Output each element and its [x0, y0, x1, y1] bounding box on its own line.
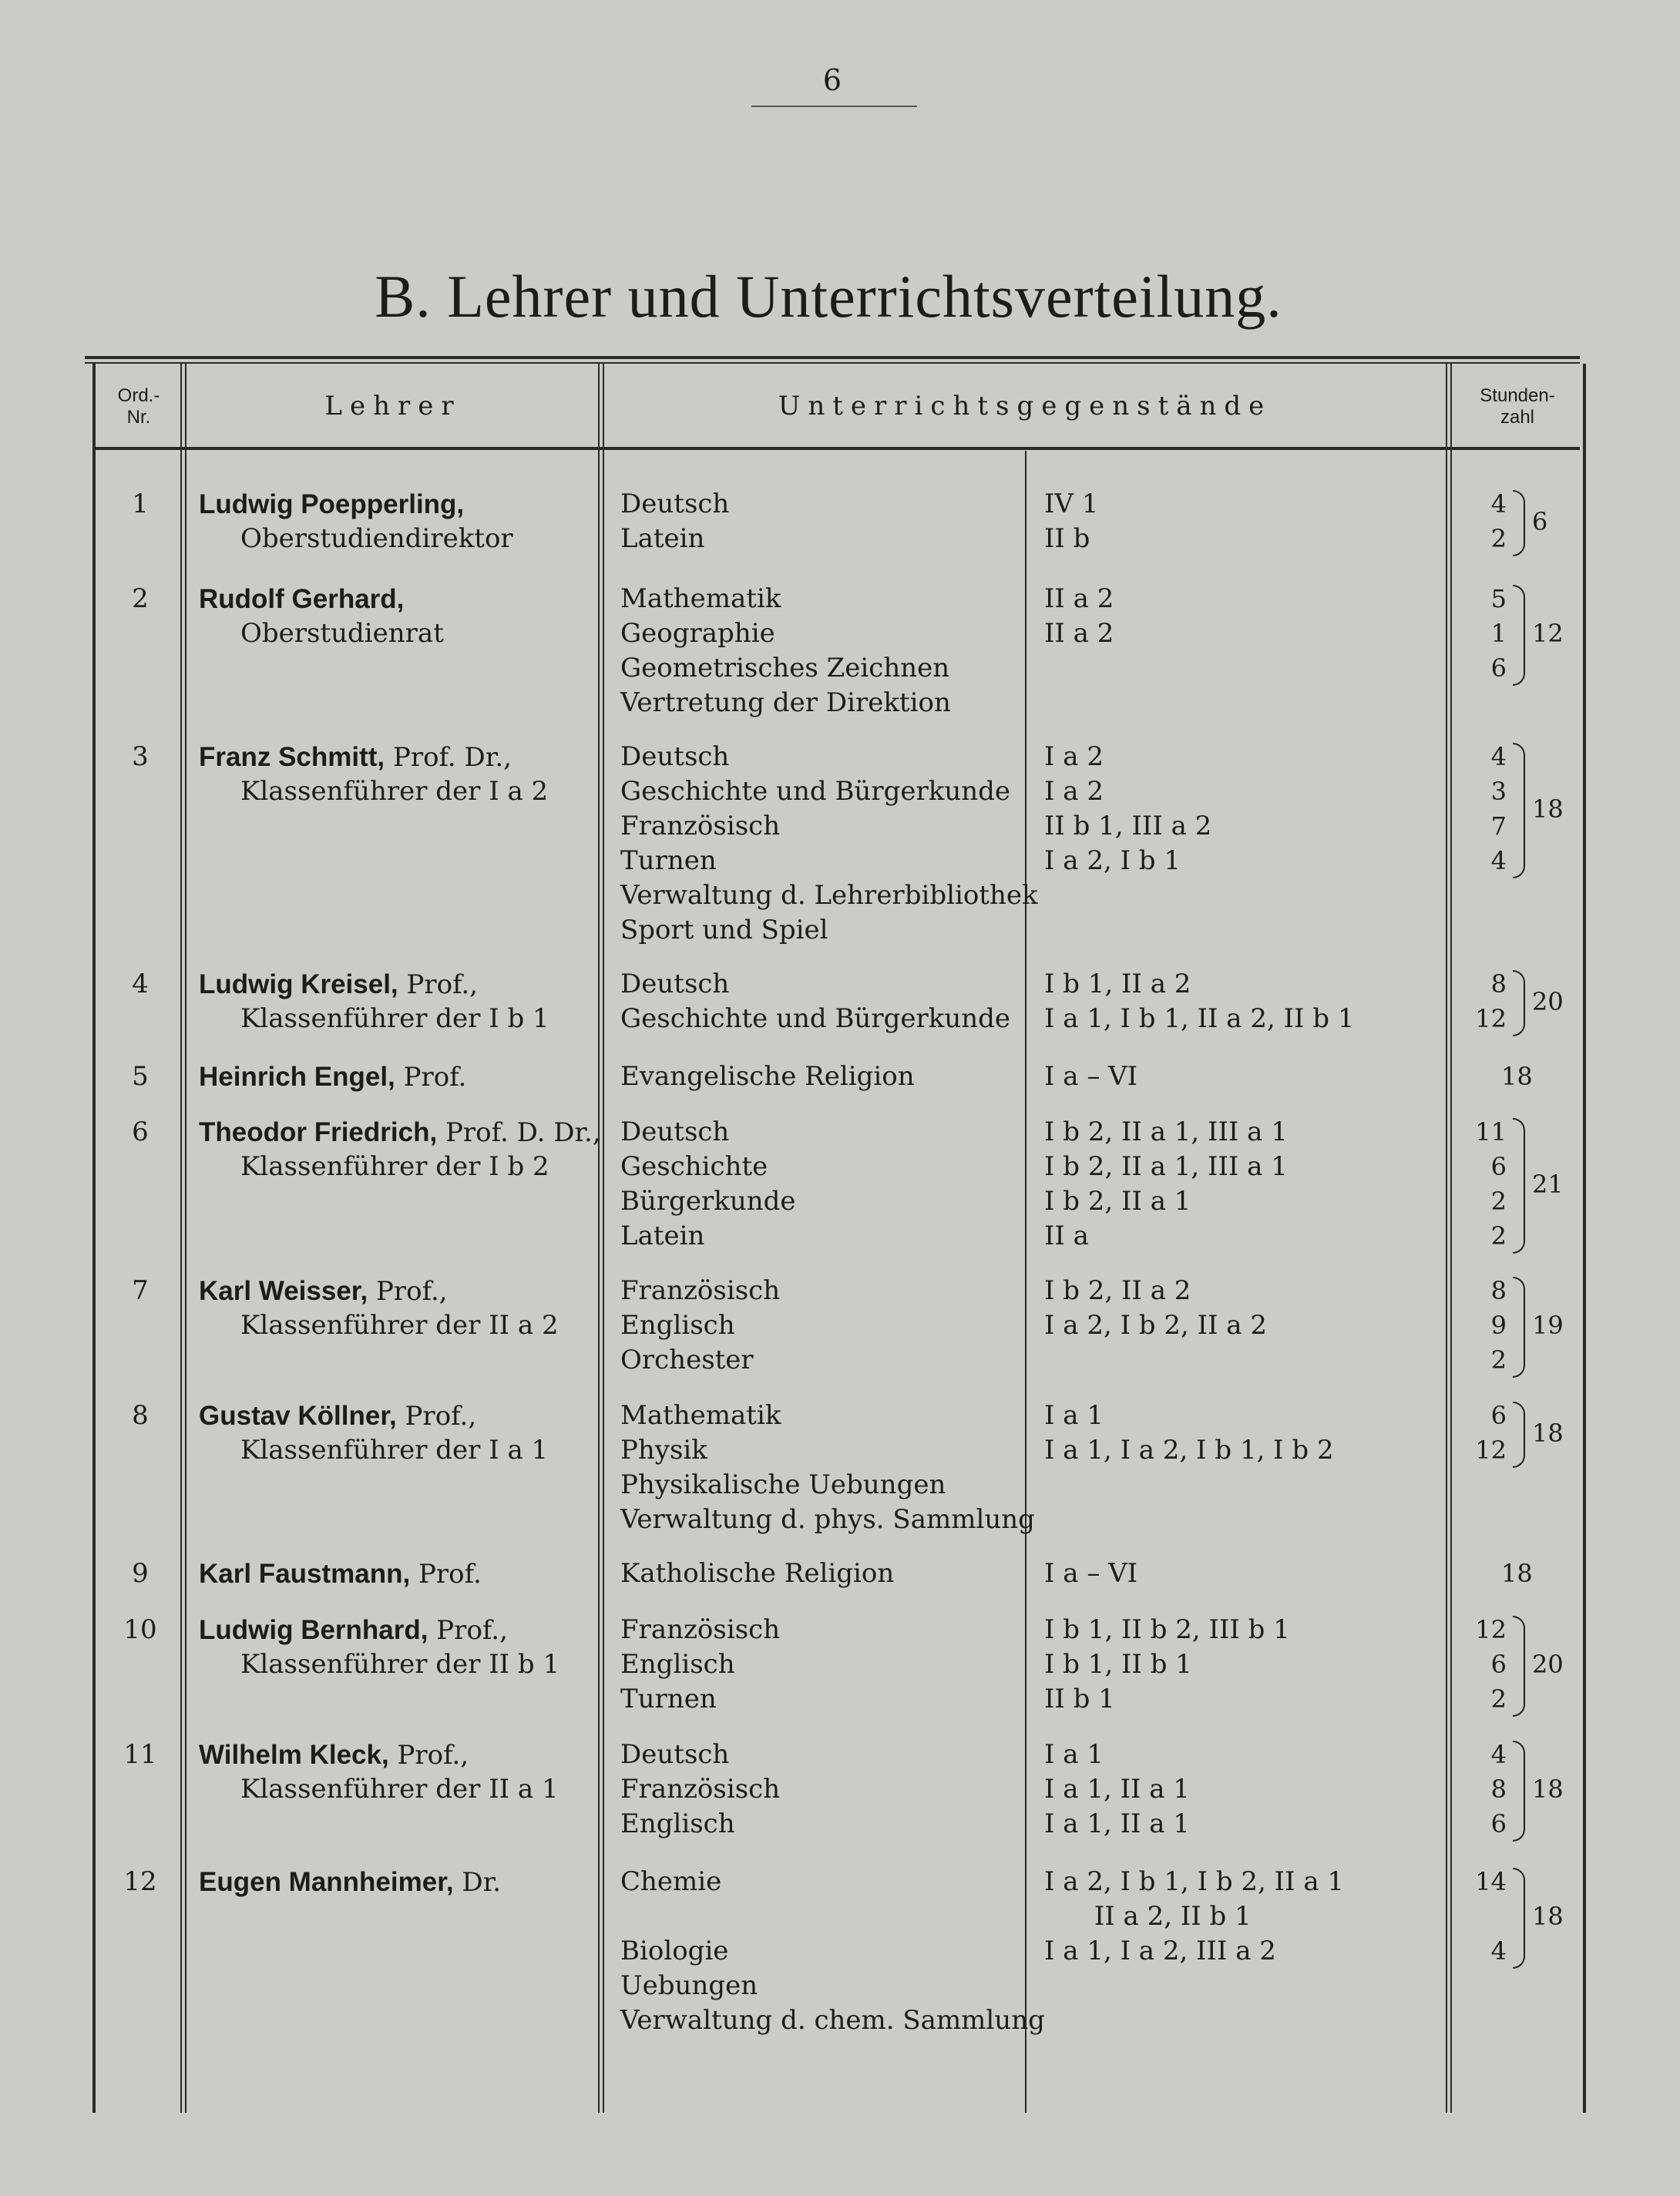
subject: Bürgerkunde	[620, 1186, 796, 1217]
total-hours: 18	[1532, 794, 1564, 824]
class-assignment: I a 1, I a 2, I b 1, I b 2	[1044, 1435, 1334, 1466]
page-title: B. Lehrer und Unterrichtsverteilung.	[375, 263, 1282, 330]
teacher-title: Prof.	[395, 1062, 467, 1093]
subject: Uebungen	[620, 1970, 758, 2001]
subject: Geschichte und Bürgerkunde	[620, 776, 1010, 807]
total-hours: 20	[1532, 1650, 1564, 1679]
teacher-name-line	[199, 1865, 501, 1900]
hour-count: 1	[1490, 619, 1507, 648]
class-assignment: II b 1, III a 2	[1044, 811, 1212, 841]
subject: Latein	[620, 523, 705, 554]
total-hours: 18	[1501, 1062, 1533, 1091]
row-number: 12	[123, 1866, 157, 1897]
class-assignment: I a 2, I b 2, II a 2	[1044, 1310, 1267, 1341]
hours-brace	[1513, 1868, 1525, 1969]
teacher-title: Prof.,	[368, 1276, 448, 1307]
class-assignment: I a 1	[1044, 1739, 1104, 1770]
header-ord-nr-line1: Ord.-	[117, 385, 160, 406]
class-assignment: I a 1	[1044, 1400, 1104, 1431]
teacher-role: Klassenführer der II a 2	[240, 1310, 559, 1341]
subject: Sport und Spiel	[620, 915, 828, 945]
teacher-name: Ludwig Kreisel,	[199, 969, 398, 999]
table-top-rule	[85, 356, 1580, 359]
subject: Chemie	[620, 1866, 722, 1897]
teacher-role: Klassenführer der II b 1	[240, 1649, 560, 1680]
hour-count: 8	[1490, 1276, 1507, 1305]
teacher-name: Heinrich Engel,	[199, 1062, 395, 1092]
teacher-name-line	[199, 967, 478, 1002]
row-number: 10	[123, 1614, 157, 1645]
hour-count: 12	[1475, 1004, 1507, 1033]
subject: Geographie	[620, 618, 775, 649]
hours-brace	[1513, 1616, 1525, 1717]
subject: Deutsch	[620, 741, 730, 772]
class-assignment: I b 2, II a 1, III a 1	[1044, 1151, 1288, 1182]
header-gegenstaende: Unterrichtsgegenstände	[778, 391, 1272, 421]
teacher-title: Prof.,	[428, 1615, 508, 1646]
row-number: 2	[132, 583, 149, 614]
row-number: 1	[132, 489, 149, 519]
total-hours: 18	[1501, 1559, 1533, 1588]
hour-count: 2	[1490, 1187, 1507, 1216]
hour-count: 4	[1490, 846, 1507, 875]
hours-brace	[1513, 1741, 1525, 1842]
class-assignment: II a	[1044, 1221, 1089, 1251]
teacher-name: Karl Weisser,	[199, 1276, 368, 1306]
hours-brace	[1513, 743, 1525, 878]
column-rule-lehrer	[598, 364, 600, 2113]
total-hours: 21	[1532, 1169, 1564, 1199]
subject: Verwaltung d. Lehrerbibliothek	[620, 880, 1038, 911]
subject: Mathematik	[620, 1400, 781, 1431]
subject: Turnen	[620, 1684, 717, 1714]
total-hours: 19	[1532, 1311, 1564, 1340]
teacher-name-line	[199, 1738, 469, 1773]
row-number: 3	[132, 741, 149, 772]
hours-brace	[1513, 1402, 1525, 1468]
hour-count: 2	[1490, 1345, 1507, 1375]
header-stunden-line1: Stunden-	[1480, 385, 1555, 406]
subject: Physikalische Uebungen	[620, 1469, 946, 1500]
class-assignment: I a 1, II a 1	[1044, 1774, 1190, 1805]
hour-count: 14	[1475, 1867, 1507, 1896]
row-number: 11	[123, 1739, 157, 1770]
subject: Mathematik	[620, 583, 781, 614]
subject: Geschichte und Bürgerkunde	[620, 1003, 1010, 1034]
subject: Deutsch	[620, 969, 730, 999]
class-assignment: I b 1, II b 2, III b 1	[1044, 1614, 1290, 1645]
teacher-name: Ludwig Poepperling,	[199, 489, 465, 519]
teacher-title: Prof.,	[388, 1740, 469, 1771]
class-assignment: II b	[1044, 523, 1090, 554]
class-assignment: I b 2, II a 2	[1044, 1275, 1191, 1306]
hour-count: 4	[1490, 1936, 1507, 1966]
class-assignment: I a 2, I b 1	[1044, 845, 1181, 876]
column-rule-nr	[180, 364, 182, 2113]
teacher-name: Eugen Mannheimer,	[199, 1867, 454, 1897]
teacher-title: Dr.	[453, 1867, 502, 1898]
teacher-name: Gustav Köllner,	[199, 1401, 397, 1431]
subject: Turnen	[620, 845, 717, 876]
teacher-title: Prof.	[410, 1559, 482, 1590]
teacher-role: Klassenführer der I a 1	[240, 1435, 549, 1466]
table-top-rule-thin	[85, 362, 1580, 364]
teacher-name: Karl Faustmann,	[199, 1559, 411, 1589]
hour-count: 11	[1475, 1117, 1507, 1147]
total-hours: 18	[1532, 1902, 1564, 1931]
hour-count: 6	[1490, 1650, 1507, 1679]
class-assignment: II a 2	[1044, 618, 1114, 649]
teacher-title: Prof. Dr.,	[385, 742, 512, 773]
header-ord-nr-line2: Nr.	[126, 407, 151, 428]
subject: Vertretung der Direktion	[620, 687, 951, 718]
teacher-name: Theodor Friedrich,	[199, 1117, 438, 1147]
subject: Französisch	[620, 1275, 781, 1306]
teacher-name-line	[199, 1059, 466, 1095]
total-hours: 18	[1532, 1775, 1564, 1804]
hour-count: 3	[1490, 777, 1507, 806]
row-number: 6	[132, 1116, 149, 1147]
column-rule-lehrer-2	[603, 364, 604, 2113]
subject: Deutsch	[620, 489, 730, 519]
header-lehrer: Lehrer	[324, 391, 462, 421]
hour-count: 6	[1490, 653, 1507, 683]
hour-count: 2	[1490, 1684, 1507, 1714]
teacher-name-line	[199, 487, 464, 522]
class-assignment: II b 1	[1044, 1684, 1115, 1714]
hours-brace	[1513, 490, 1525, 556]
subject: Englisch	[620, 1808, 735, 1839]
teacher-name: Ludwig Bernhard,	[199, 1615, 428, 1645]
hour-count: 9	[1490, 1311, 1507, 1340]
teacher-title: Prof.,	[398, 969, 479, 1000]
subject: Englisch	[620, 1649, 735, 1680]
column-rule-nr-2	[185, 364, 186, 2113]
hours-brace	[1513, 585, 1525, 686]
subject: Deutsch	[620, 1739, 730, 1770]
hour-count: 8	[1490, 1775, 1507, 1804]
hour-count: 6	[1490, 1401, 1507, 1430]
class-assignment: I a 2	[1044, 741, 1104, 772]
header-stundenzahl	[1453, 385, 1581, 428]
total-hours: 6	[1532, 506, 1548, 536]
column-rule-classes	[1025, 451, 1026, 2113]
hour-count: 12	[1475, 1435, 1507, 1465]
class-assignment: I b 1, II a 2	[1044, 969, 1191, 999]
hour-count: 4	[1490, 489, 1507, 519]
teacher-role: Klassenführer der I a 2	[240, 776, 549, 807]
page-number: 6	[822, 63, 842, 97]
row-number: 4	[132, 969, 149, 999]
hours-brace	[1513, 1118, 1525, 1254]
table-left-border	[92, 364, 96, 2113]
hour-count: 6	[1490, 1809, 1507, 1838]
teacher-role: Oberstudienrat	[240, 618, 444, 649]
teacher-title: Prof.,	[396, 1401, 477, 1432]
table-right-border	[1583, 364, 1586, 2113]
header-ord-nr	[96, 385, 181, 428]
subject: Physik	[620, 1435, 707, 1466]
header-stunden-line2: zahl	[1500, 407, 1535, 428]
class-assignment: I b 2, II a 1	[1044, 1186, 1191, 1217]
total-hours: 18	[1532, 1418, 1564, 1448]
total-hours: 12	[1532, 619, 1564, 648]
teacher-name-line	[199, 1613, 508, 1648]
row-number: 5	[132, 1061, 149, 1092]
teacher-name-line	[199, 740, 512, 775]
subject: Deutsch	[620, 1116, 730, 1147]
teacher-name-line	[199, 1115, 601, 1150]
class-assignment: I a 1, II a 1	[1044, 1808, 1190, 1839]
teacher-name: Wilhelm Kleck,	[199, 1740, 389, 1770]
class-assignment: I b 2, II a 1, III a 1	[1044, 1116, 1288, 1147]
class-assignment: I b 1, II b 1	[1044, 1649, 1192, 1680]
teacher-name: Franz Schmitt,	[199, 742, 385, 772]
subject: Latein	[620, 1221, 705, 1251]
hour-count: 6	[1490, 1152, 1507, 1181]
subject: Geometrisches Zeichnen	[620, 653, 950, 683]
hour-count: 7	[1490, 811, 1507, 841]
teacher-name-line	[199, 1399, 476, 1434]
teacher-title: Prof. D. Dr.,	[437, 1117, 601, 1148]
subject: Biologie	[620, 1936, 729, 1966]
hour-count: 12	[1475, 1615, 1507, 1644]
row-number: 7	[132, 1275, 149, 1306]
hour-count: 8	[1490, 969, 1507, 999]
teacher-role: Klassenführer der I b 1	[240, 1003, 549, 1034]
hours-brace	[1513, 1277, 1525, 1378]
subject: Englisch	[620, 1310, 735, 1341]
hour-count: 2	[1490, 1221, 1507, 1251]
row-number: 9	[132, 1558, 149, 1589]
hours-brace	[1513, 970, 1525, 1036]
header-bottom-rule	[92, 447, 1580, 450]
teacher-role: Oberstudiendirektor	[240, 523, 513, 554]
subject: Französisch	[620, 1614, 781, 1645]
class-assignment: IV 1	[1044, 489, 1099, 519]
subject: Französisch	[620, 1774, 781, 1805]
class-assignment: I a 2, I b 1, I b 2, II a 1	[1044, 1866, 1345, 1897]
subject: Orchester	[620, 1345, 754, 1375]
hour-count: 4	[1490, 1740, 1507, 1769]
hour-count: 4	[1490, 742, 1507, 771]
subject: Verwaltung d. chem. Sammlung	[620, 2005, 1045, 2036]
class-assignment: II a 2, II b 1	[1044, 1901, 1252, 1932]
teacher-name-line	[199, 582, 404, 617]
page-number-rule	[751, 106, 917, 107]
class-assignment: I a – VI	[1044, 1061, 1138, 1092]
total-hours: 20	[1532, 986, 1564, 1016]
class-assignment: I a 2	[1044, 776, 1104, 807]
class-assignment: I a – VI	[1044, 1558, 1138, 1589]
subject: Verwaltung d. phys. Sammlung	[620, 1504, 1035, 1535]
teacher-role: Klassenführer der II a 1	[240, 1774, 559, 1805]
hour-count: 5	[1490, 584, 1507, 613]
subject: Katholische Religion	[620, 1558, 895, 1589]
hour-count: 2	[1490, 524, 1507, 553]
teacher-role: Klassenführer der I b 2	[240, 1151, 549, 1182]
subject: Geschichte	[620, 1151, 768, 1182]
class-assignment: I a 1, I a 2, III a 2	[1044, 1936, 1276, 1966]
teacher-name-line	[199, 1556, 482, 1592]
teacher-name-line	[199, 1274, 448, 1309]
row-number: 8	[132, 1400, 149, 1431]
class-assignment: I a 1, I b 1, II a 2, II b 1	[1044, 1003, 1355, 1034]
class-assignment: II a 2	[1044, 583, 1114, 614]
subject: Französisch	[620, 811, 781, 841]
teacher-name: Rudolf Gerhard,	[199, 584, 405, 614]
subject: Evangelische Religion	[620, 1061, 915, 1092]
